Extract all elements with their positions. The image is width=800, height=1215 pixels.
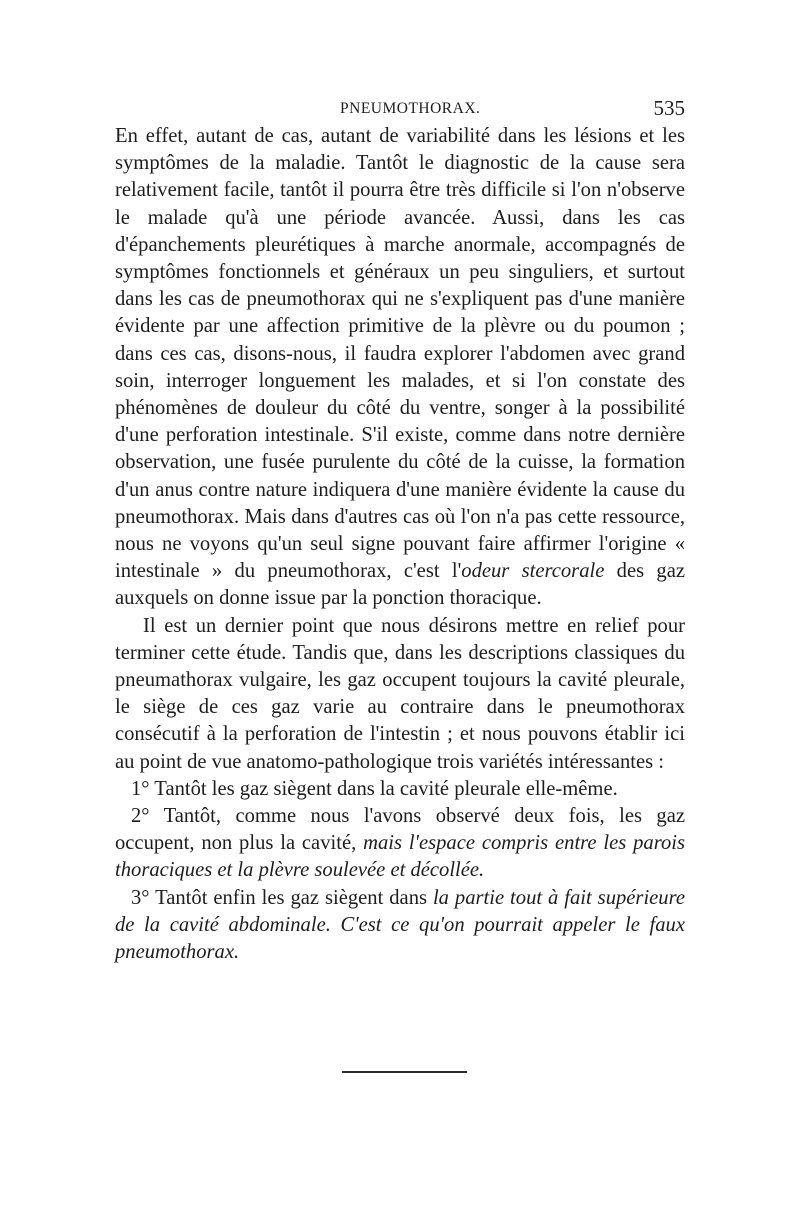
page-number: 535 (653, 96, 685, 120)
closing-rule (342, 1071, 467, 1073)
page-header (115, 96, 685, 124)
list-item-3-italic: la partie tout à fait supérieure de la cavité abdominale. C'est ce qu'on pourrait appeler le faux pneumothorax. (115, 886, 685, 964)
paragraph-1-text: En effet, autant de cas, autant de variabilité dans les lésions et les symptômes de la maladie. Tantôt le diagnostic de la cause sera relativement facile, tantôt il pourra être très difficile si l'on n'observe le malade qu'à une période avancée. Aussi, dans les cas d'épanchements pleurétiques à marche anormale, accompagnés de symptômes fonctionnels et généraux un peu singuliers, et surtout dans les cas de pneumothorax qui ne s'expliquent pas d'une manière évidente par une affection primitive de la plèvre ou du poumon ; dans ces cas, disons-nous, il faudra explorer l'abdomen avec grand soin, interroger longuement les malades, et si l'on constate des phénomènes de douleur du côté du ventre, songer à la possibilité d'une perforation intestinale. S'il existe, comme dans notre dernière observation, une fusée purulente du côté de la cuisse, la formation d'un anus contre nature indiquera d'une manière évidente la cause du pneumothorax. Mais dans d'autres cas où l'on n'a pas cette ressource, nous ne voyons qu'un seul signe pouvant faire affirmer l'origine « intestinale » du pneumothorax, c'est l' (115, 125, 685, 583)
paragraph-1-italic: odeur stercorale (461, 560, 605, 583)
list-item-1 (115, 776, 685, 803)
paragraph-1-text-end: des gaz auxquels on donne issue par la ponction thoracique. (115, 560, 685, 610)
paragraph-2 (115, 613, 685, 776)
list-item-2 (115, 803, 685, 885)
list-item-3 (115, 885, 685, 967)
list-item-1-text: 1° Tantôt les gaz siègent dans la cavité pleurale elle-même. (131, 777, 618, 800)
list-item-2-text: 2° Tantôt, comme nous l'avons observé deux fois, les gaz occupent, non plus la cavité, (115, 805, 685, 855)
list-item-3-text: 3° Tantôt enfin les gaz siègent dans (131, 886, 433, 909)
paragraph-2-text: Il est un dernier point que nous désirons mettre en relief pour terminer cette étude. Tandis que, dans les descriptions classiques du pneumathorax vulgaire, les gaz occupent toujours la cavité pleurale, le siège de ces gaz varie au contraire dans le pneumothorax consécutif à la perforation de l'intestin ; et nous pouvons établir ici au point de vue anatomo-pathologique trois variétés intéressantes : (115, 614, 685, 773)
body-text (115, 123, 685, 966)
list-item-2-italic: mais l'espace compris entre les parois thoraciques et la plèvre soulevée et décollée. (115, 832, 685, 882)
running-head: PNEUMOTHORAX. (340, 100, 481, 117)
paragraph-1 (115, 123, 685, 613)
